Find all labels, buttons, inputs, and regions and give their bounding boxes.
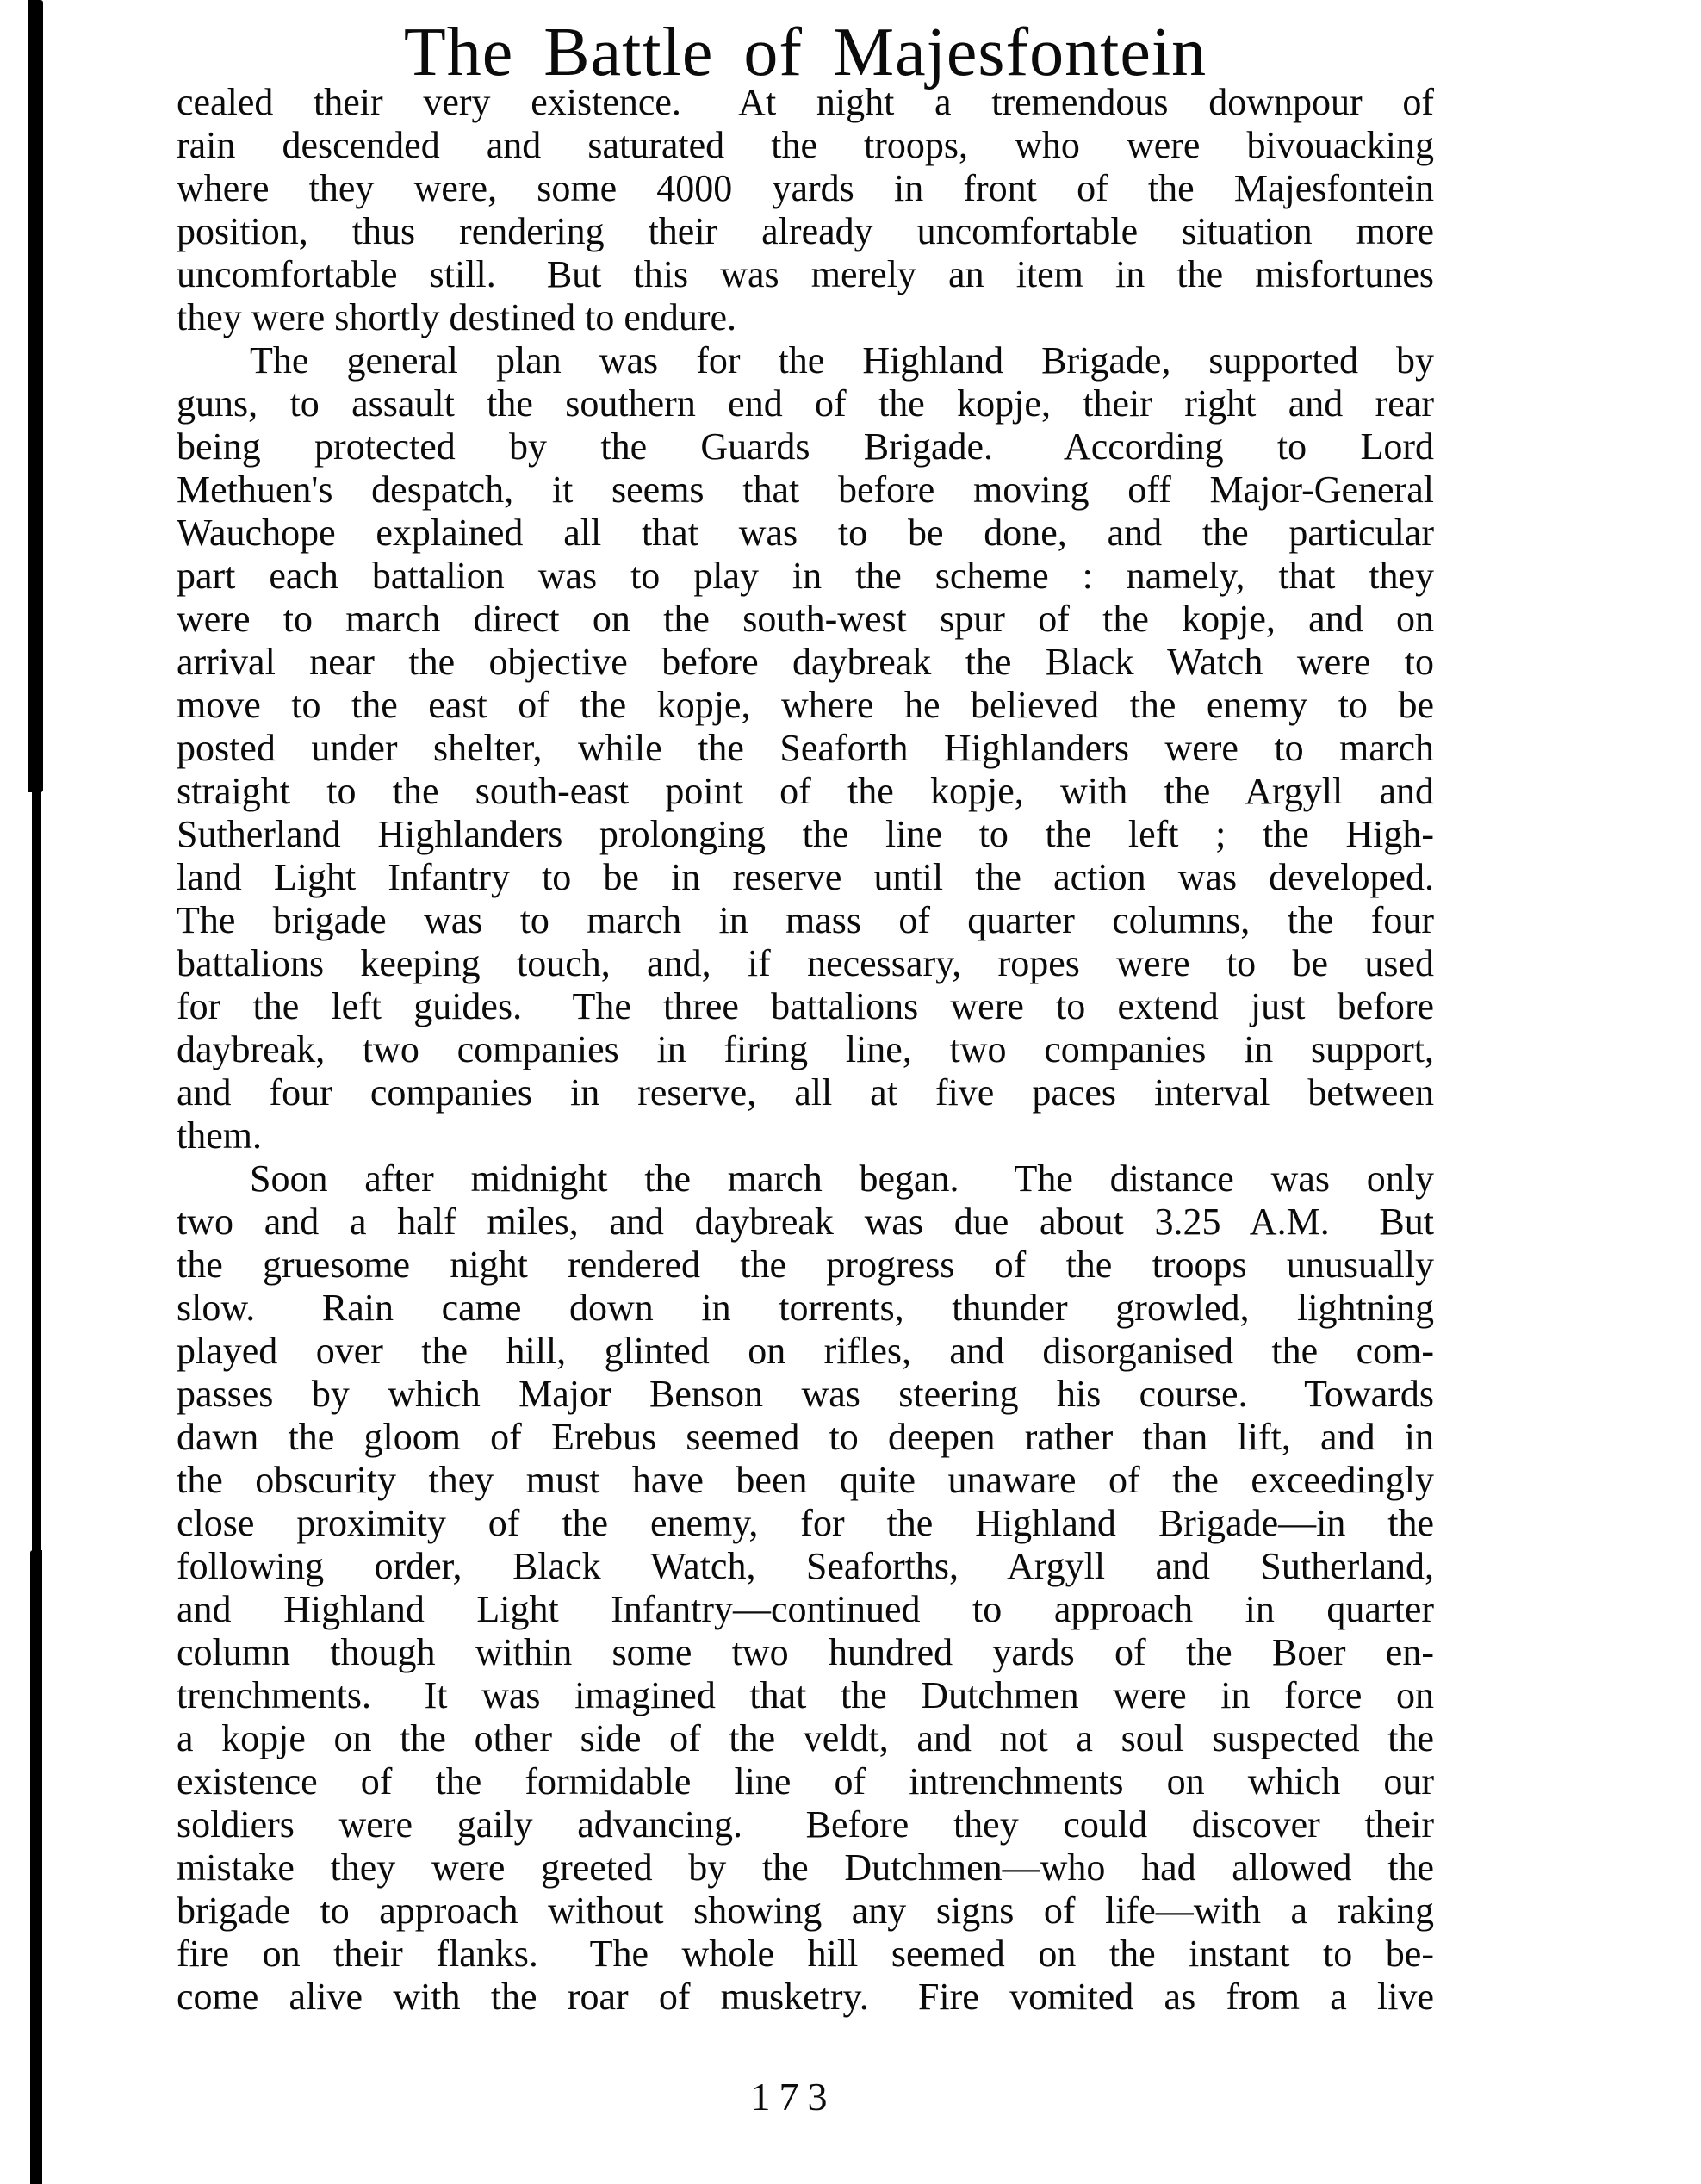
text-line: cealed their very existence. At night a tremendous downpour of — [177, 81, 1434, 123]
text-line: a kopje on the other side of the veldt, and not a soul suspected the — [177, 1717, 1434, 1759]
text-line: The general plan was for the Highland Brigade, supported by — [250, 339, 1434, 382]
text-line: soldiers were gaily advancing. Before they could discover their — [177, 1803, 1434, 1846]
text-line: guns, to assault the southern end of the kopje, their right and rear — [177, 382, 1434, 425]
text-line: and four companies in reserve, all at five paces interval between — [177, 1071, 1434, 1114]
text-line: the gruesome night rendered the progress of the troops unusually — [177, 1244, 1434, 1286]
text-line: them. — [177, 1114, 262, 1157]
text-line: Sutherland Highlanders prolonging the line to the left ; the High- — [177, 813, 1434, 855]
text-line: existence of the formidable line of intrenchments on which our — [177, 1760, 1434, 1802]
text-line: being protected by the Guards Brigade. According to Lord — [177, 425, 1434, 468]
text-line: land Light Infantry to be in reserve until the action was developed. — [177, 856, 1434, 898]
text-line: battalions keeping touch, and, if necessary, ropes were to be used — [177, 942, 1434, 984]
text-line: two and a half miles, and daybreak was due about 3.25 A.M. But — [177, 1201, 1434, 1243]
text-line: slow. Rain came down in torrents, thunder growled, lightning — [177, 1287, 1434, 1329]
text-line: and Highland Light Infantry—continued to approach in quarter — [177, 1588, 1434, 1630]
text-line: rain descended and saturated the troops, who were bivouacking — [177, 124, 1434, 166]
text-line: uncomfortable still. But this was merely an item in the misfortunes — [177, 253, 1434, 295]
text-line: part each battalion was to play in the scheme : namely, that they — [177, 555, 1434, 597]
text-line: they were shortly destined to endure. — [177, 296, 737, 338]
text-line: arrival near the objective before daybreak the Black Watch were to — [177, 641, 1434, 683]
text-line: daybreak, two companies in firing line, two companies in support, — [177, 1028, 1434, 1070]
text-line: mistake they were greeted by the Dutchmen—who had allowed the — [177, 1846, 1434, 1889]
page-title: The Battle of Majesfontein — [403, 15, 1207, 90]
text-line: where they were, some 4000 yards in front of the Majesfontein — [177, 167, 1434, 209]
text-line: close proximity of the enemy, for the Highland Brigade—in the — [177, 1502, 1434, 1544]
text-line: move to the east of the kopje, where he believed the enemy to be — [177, 684, 1434, 726]
text-line: brigade to approach without showing any signs of life—with a raking — [177, 1889, 1434, 1932]
text-line: Soon after midnight the march began. The distance was only — [250, 1157, 1434, 1200]
text-line: come alive with the roar of musketry. Fire vomited as from a live — [177, 1976, 1434, 2018]
text-line: posted under shelter, while the Seaforth Highlanders were to march — [177, 727, 1434, 769]
text-line: trenchments. It was imagined that the Dutchmen were in force on — [177, 1674, 1434, 1716]
scan-edge-artifact — [32, 775, 41, 1567]
text-line: The brigade was to march in mass of quarter columns, the four — [177, 899, 1434, 941]
page-number: 173 — [750, 2075, 836, 2119]
text-line: column though within some two hundred yards of the Boer en- — [177, 1631, 1434, 1673]
text-block — [177, 81, 1434, 2019]
text-line: Wauchope explained all that was to be done, and the particular — [177, 512, 1434, 554]
text-line: following order, Black Watch, Seaforths, Argyll and Sutherland, — [177, 1545, 1434, 1587]
text-line: the obscurity they must have been quite unaware of the exceedingly — [177, 1459, 1434, 1501]
text-line: straight to the south-east point of the kopje, with the Argyll and — [177, 770, 1434, 812]
text-line: passes by which Major Benson was steering his course. Towards — [177, 1373, 1434, 1415]
text-line: were to march direct on the south-west spur of the kopje, and on — [177, 598, 1434, 640]
text-line: fire on their flanks. The whole hill seemed on the instant to be- — [177, 1933, 1434, 1975]
scan-edge-artifact — [30, 1550, 42, 2184]
text-line: dawn the gloom of Erebus seemed to deepen rather than lift, and in — [177, 1416, 1434, 1458]
text-line: for the left guides. The three battalions were to extend just before — [177, 985, 1434, 1027]
text-line: position, thus rendering their already uncomfortable situation more — [177, 210, 1434, 252]
scan-edge-artifact — [28, 0, 43, 792]
text-line: played over the hill, glinted on rifles, and disorganised the com- — [177, 1330, 1434, 1372]
text-line: Methuen's despatch, it seems that before moving off Major-General — [177, 468, 1434, 511]
